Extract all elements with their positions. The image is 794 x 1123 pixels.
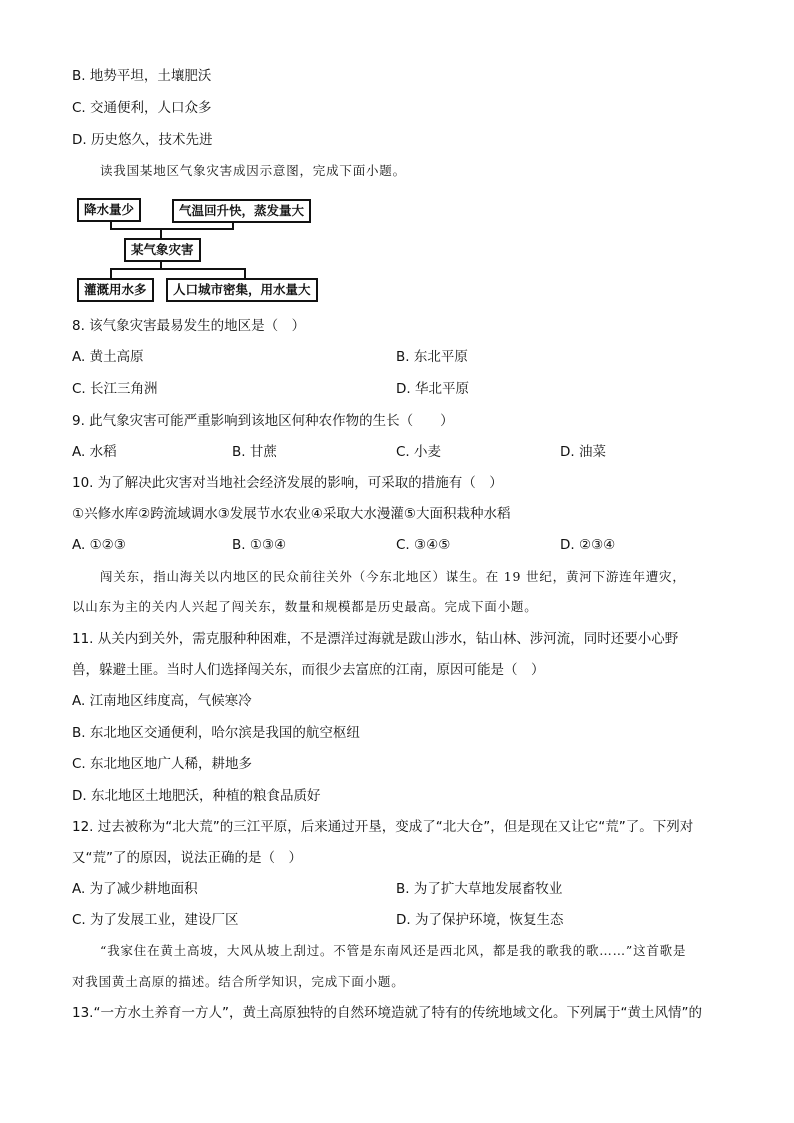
- q12-option-d: D. 为了保护环境，恢复生态: [396, 912, 564, 928]
- q8-option-b: B. 东北平原: [396, 349, 468, 365]
- connector: [160, 229, 162, 238]
- diagram-box-urban-water: 人口城市密集，用水量大: [166, 278, 318, 302]
- q10-option-b: B. ①③④: [232, 537, 287, 553]
- q10-option-a: A. ①②③: [72, 537, 126, 553]
- diagram-box-center-disaster: 某气象灾害: [124, 238, 201, 262]
- q8-option-c: C. 长江三角洲: [72, 381, 158, 397]
- q9-option-d: D. 油菜: [560, 444, 606, 460]
- q10-option-d: D. ②③④: [560, 537, 616, 553]
- q12-stem-2: 又“荒”了的原因，说法正确的是（ ）: [72, 850, 302, 866]
- q11-option-b: B. 东北地区交通便利，哈尔滨是我国的航空枢纽: [72, 725, 360, 741]
- q9-stem: 9. 此气象灾害可能严重影响到该地区何种农作物的生长（ ）: [72, 413, 454, 429]
- loess-song-intro-2: 对我国黄土高原的描述。结合所学知识，完成下面小题。: [72, 974, 405, 989]
- chuang-guandong-intro-1: 闯关东，指山海关以内地区的民众前往关外（今东北地区）谋生。在 19 世纪，黄河下游连年遭灾，: [100, 569, 686, 584]
- q8-option-a: A. 黄土高原: [72, 349, 144, 365]
- q7-option-d: D. 历史悠久，技术先进: [72, 132, 213, 148]
- q8-stem: 8. 该气象灾害最易发生的地区是（ ）: [72, 318, 306, 334]
- connector: [110, 269, 112, 278]
- diagram-intro: 读我国某地区气象灾害成因示意图，完成下面小题。: [100, 163, 406, 178]
- q10-measures: ①兴修水库②跨流域调水③发展节水农业④采取大水漫灌⑤大面积栽种水稻: [72, 506, 511, 522]
- q11-stem-2: 兽，躲避土匪。当时人们选择闯关东，而很少去富庶的江南，原因可能是（ ）: [72, 662, 545, 678]
- q12-option-c: C. 为了发展工业，建设厂区: [72, 912, 239, 928]
- q11-option-a: A. 江南地区纬度高，气候寒冷: [72, 693, 252, 709]
- q7-option-b: B. 地势平坦，土壤肥沃: [72, 68, 212, 84]
- connector: [110, 228, 234, 230]
- q9-option-a: A. 水稻: [72, 444, 117, 460]
- diagram-box-low-rainfall: 降水量少: [77, 198, 141, 222]
- q11-option-d: D. 东北地区土地肥沃，种植的粮食品质好: [72, 788, 321, 804]
- q11-option-c: C. 东北地区地广人稀，耕地多: [72, 756, 253, 772]
- diagram-box-evaporation: 气温回升快，蒸发量大: [172, 199, 311, 223]
- loess-song-intro-1: “我家住在黄土高坡，大风从坡上刮过。不管是东南风还是西北风，都是我的歌我的歌……”这首歌是: [100, 943, 687, 958]
- q10-option-c: C. ③④⑤: [396, 537, 451, 553]
- chuang-guandong-intro-2: 以山东为主的关内人兴起了闯关东，数量和规模都是历史最高。完成下面小题。: [72, 599, 538, 614]
- q11-stem-1: 11. 从关内到关外，需克服种种困难，不是漂洋过海就是跋山涉水，钻山林、涉河流，同时还要小心野: [72, 631, 679, 647]
- q12-option-b: B. 为了扩大草地发展畜牧业: [396, 881, 563, 897]
- connector: [110, 268, 246, 270]
- q8-option-d: D. 华北平原: [396, 381, 469, 397]
- q9-option-c: C. 小麦: [396, 444, 442, 460]
- connector: [244, 269, 246, 278]
- q9-option-b: B. 甘蔗: [232, 444, 277, 460]
- diagram-box-irrigation: 灌溉用水多: [77, 278, 154, 302]
- q7-option-c: C. 交通便利，人口众多: [72, 100, 212, 116]
- q12-option-a: A. 为了减少耕地面积: [72, 881, 198, 897]
- q10-stem: 10. 为了解决此灾害对当地社会经济发展的影响，可采取的措施有（ ）: [72, 475, 503, 491]
- q13-stem: 13.“一方水土养育一方人”，黄土高原独特的自然环境造就了特有的传统地域文化。下列属于“黄土风情”的: [72, 1005, 702, 1021]
- q12-stem-1: 12. 过去被称为“北大荒”的三江平原，后来通过开垦，变成了“北大仓”，但是现在又让它“荒”了。下列对: [72, 819, 694, 835]
